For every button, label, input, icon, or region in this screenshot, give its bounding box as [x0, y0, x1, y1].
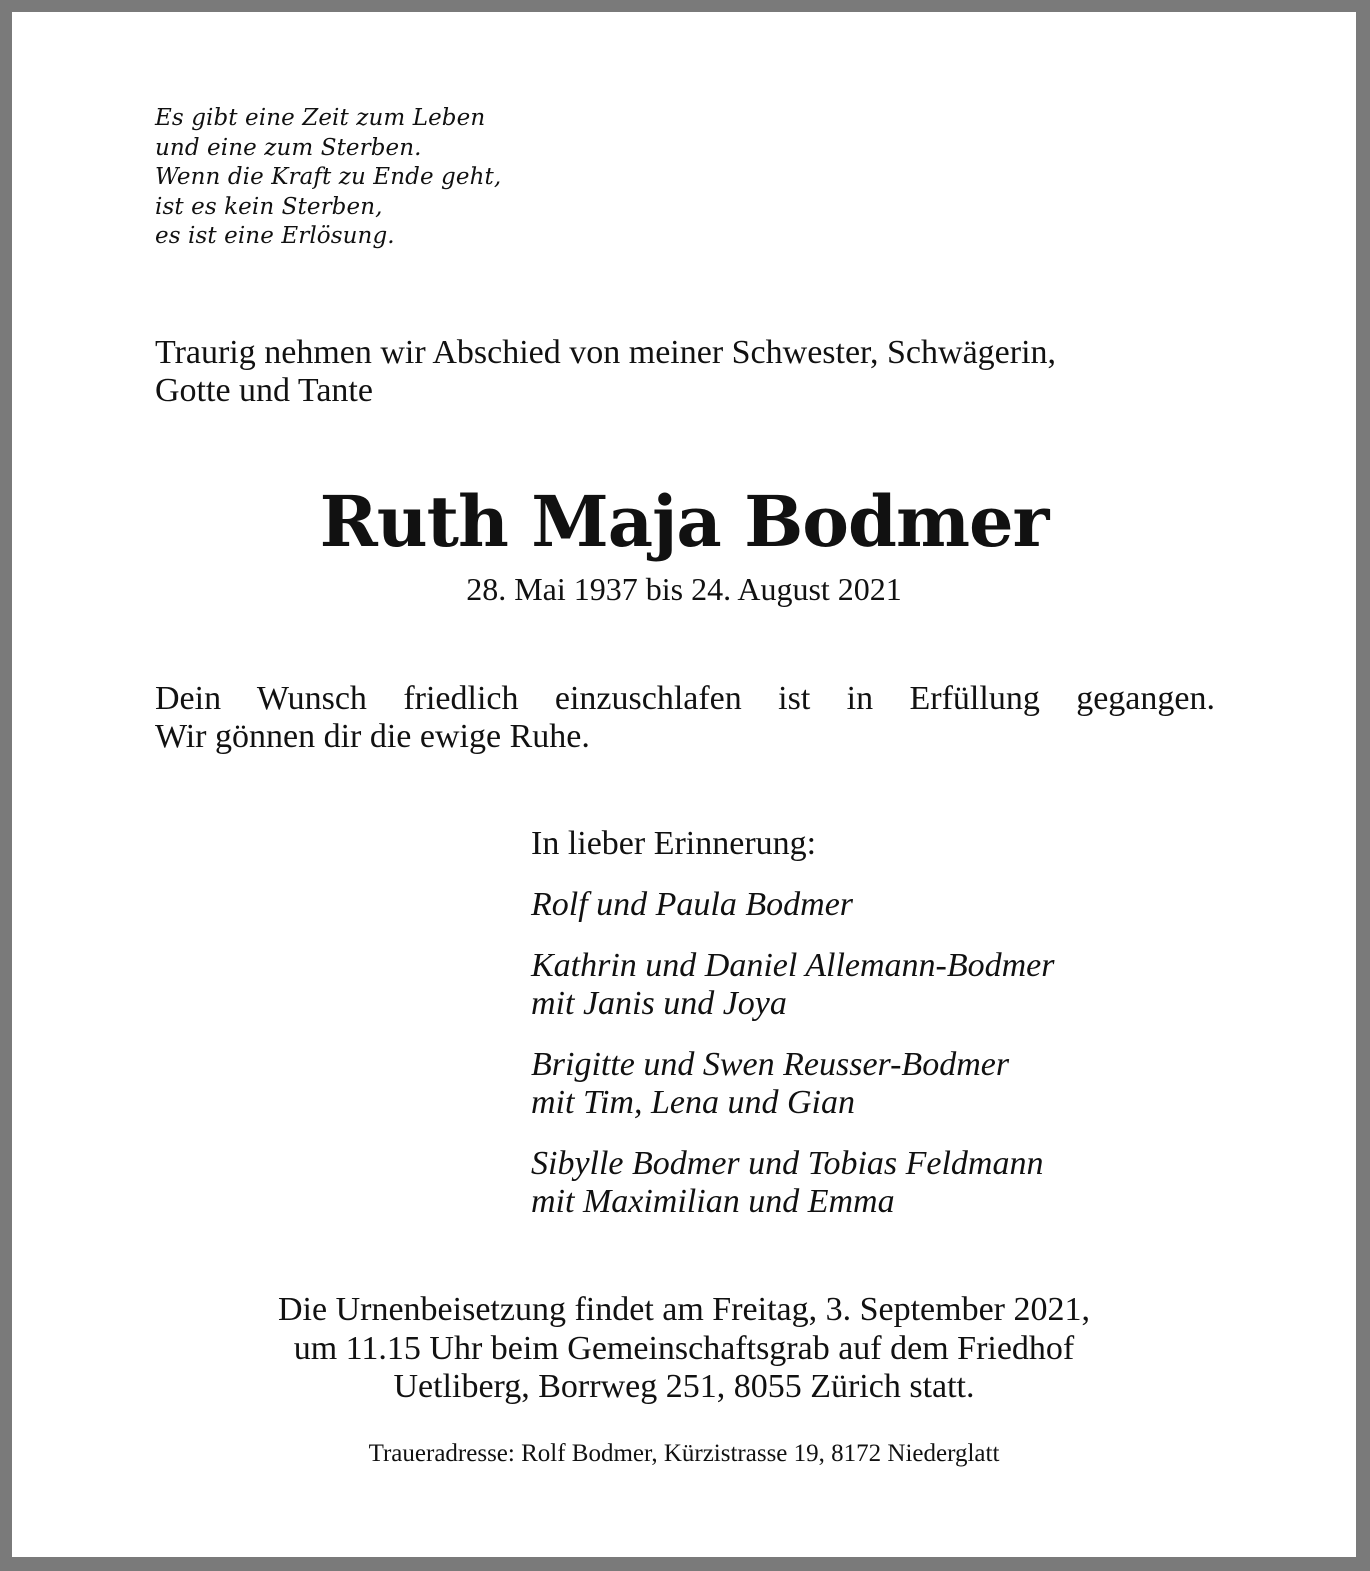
- burial-notice: [12, 1291, 1356, 1407]
- poem-line: Es gibt eine Zeit zum Leben: [155, 105, 486, 131]
- burial-line: um 11.15 Uhr beim Gemeinschaftsgrab auf dem Friedhof: [293, 1329, 1075, 1367]
- intro-line: Traurig nehmen wir Abschied von meiner Schwester, Schwägerin,: [155, 334, 1057, 371]
- poem-line: ist es kein Sterben,: [155, 193, 383, 220]
- obituary-page: [12, 12, 1356, 1557]
- poem-line: und eine zum Sterben.: [155, 134, 422, 161]
- family-line: Sibylle Bodmer und Tobias Feldmann: [531, 1145, 1044, 1182]
- mourning-address: Traueradresse: Rolf Bodmer, Kürzistrasse 19, 8172 Niederglatt: [368, 1440, 1000, 1467]
- family-line: Rolf und Paula Bodmer: [531, 886, 854, 923]
- family-entry: [531, 886, 1331, 924]
- wish-text: [155, 680, 1215, 756]
- life-dates: 28. Mai 1937 bis 24. August 2021: [466, 571, 902, 607]
- memory-heading: In lieber Erinnerung:: [531, 825, 817, 862]
- family-entry: [531, 1145, 1331, 1221]
- family-line: mit Tim, Lena und Gian: [531, 1084, 855, 1121]
- intro-text: [155, 334, 1235, 410]
- family-line: mit Maximilian und Emma: [531, 1183, 895, 1220]
- family-line: Brigitte und Swen Reusser-Bodmer: [531, 1046, 1010, 1083]
- deceased-name: Ruth Maja Bodmer: [319, 480, 1049, 563]
- burial-line: Uetliberg, Borrweg 251, 8055 Zürich statt.: [393, 1368, 975, 1405]
- poem-line: es ist eine Erlösung.: [155, 223, 395, 249]
- wish-line: Wir gönnen dir die ewige Ruhe.: [155, 718, 590, 755]
- poem-line: Wenn die Kraft zu Ende geht,: [155, 164, 502, 190]
- burial-line: Die Urnenbeisetzung findet am Freitag, 3. September 2021,: [278, 1291, 1090, 1328]
- family-line: mit Janis und Joya: [531, 985, 787, 1022]
- wish-line: Dein Wunsch friedlich einzuschlafen ist in Erfüllung gegangen.: [155, 680, 1215, 717]
- family-line: Kathrin und Daniel Allemann-Bodmer: [531, 947, 1055, 984]
- intro-line: Gotte und Tante: [155, 372, 373, 409]
- family-entry: [531, 1046, 1331, 1122]
- family-entry: [531, 947, 1331, 1023]
- poem: [155, 104, 655, 252]
